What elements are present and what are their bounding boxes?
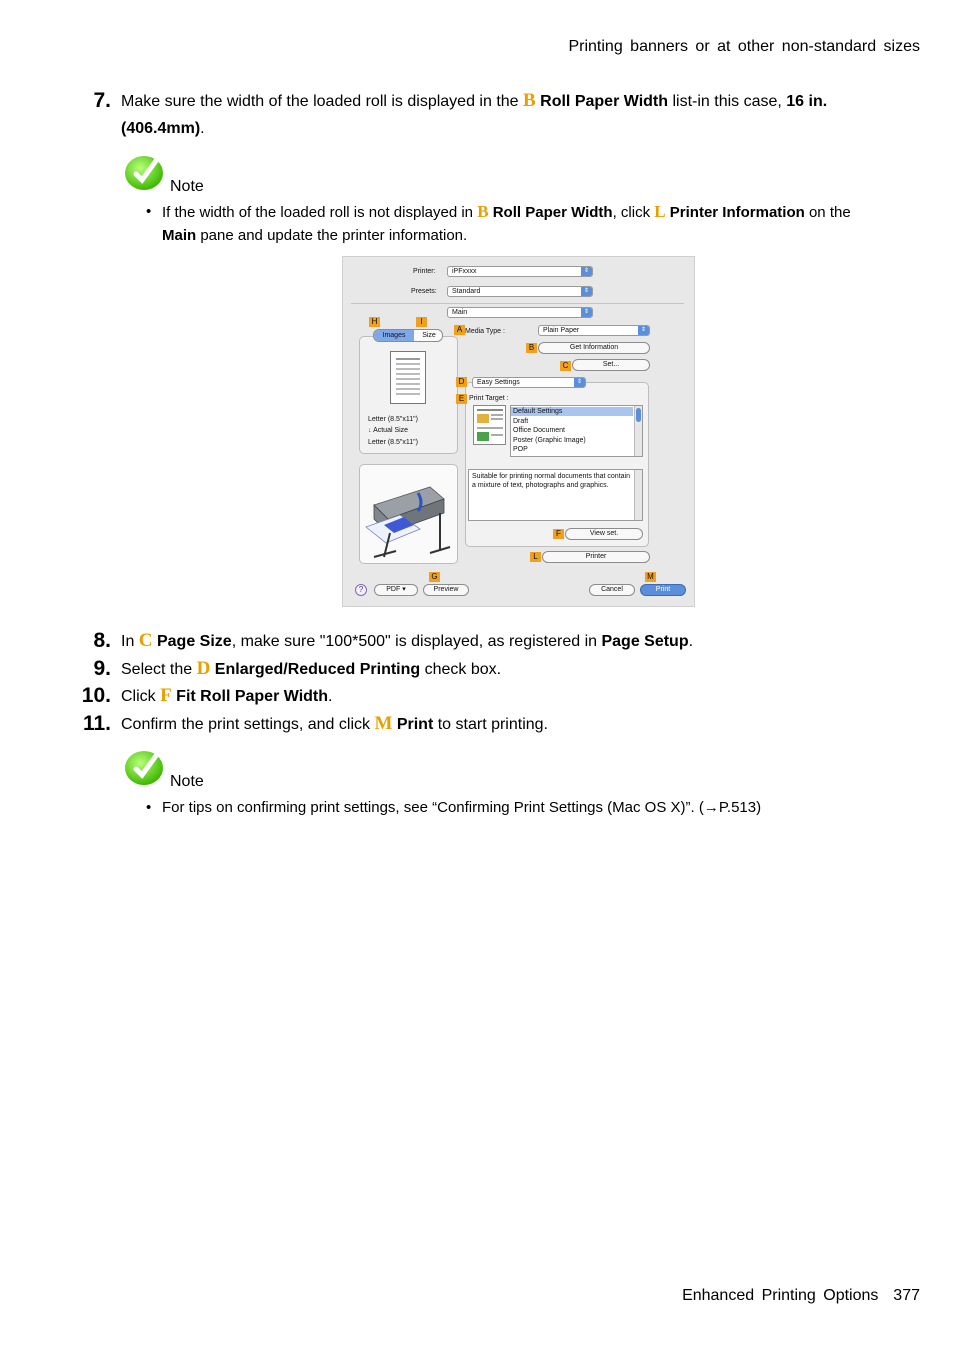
page-footer [682, 1287, 920, 1305]
original-size-text: Letter (8.5"x11") [368, 416, 418, 423]
callout-m: M [645, 572, 656, 582]
step-text: In C Page Size, make sure "100*500" is displayed, as registered in Page Setup. [121, 630, 694, 651]
tab-size[interactable]: Size [422, 332, 436, 339]
step-number: 7. [93, 89, 111, 112]
running-header: Printing banners or at other non-standard sizes [568, 38, 920, 55]
footer-section: Enhanced Printing Options [682, 1287, 879, 1304]
note-check-icon [124, 747, 166, 787]
print-target-label: Print Target : [469, 395, 509, 402]
callout-e: E [456, 394, 467, 404]
callout-a: A [454, 325, 465, 335]
step-number: 11. [82, 712, 111, 735]
marker-b: B [523, 90, 536, 111]
step-text: Make sure the width of the loaded roll is displayed in the B Roll Paper Width list-in this case, 16 in. (406.4mm). [121, 90, 828, 137]
printer-popup[interactable]: iPFxxxx ⇕ [447, 266, 593, 277]
list-scrollbar[interactable] [634, 406, 642, 456]
cancel-button[interactable]: Cancel [589, 584, 635, 596]
note-label: Note [170, 178, 204, 195]
get-information-button[interactable]: Get Information [538, 342, 650, 354]
marker-b: B [477, 202, 489, 221]
media-type-label: Media Type : [465, 328, 505, 335]
presets-popup[interactable]: Standard ⇕ [447, 286, 593, 297]
marker-m: M [374, 713, 393, 734]
pane-popup[interactable]: Main ⇕ [447, 307, 593, 318]
marker-f: F [160, 685, 172, 706]
popup-arrow-icon: ⇕ [638, 326, 649, 335]
step-number: 10. [81, 684, 111, 707]
callout-i: I [416, 317, 427, 327]
callout-c: C [560, 361, 571, 371]
print-dialog-screenshot [342, 256, 695, 607]
set-button[interactable]: Set... [572, 359, 650, 371]
pdf-button[interactable]: PDF ▾ [374, 584, 418, 596]
popup-arrow-icon: ⇕ [581, 267, 592, 276]
step-text: Click F Fit Roll Paper Width. [121, 685, 333, 706]
popup-arrow-icon: ⇕ [581, 308, 592, 317]
output-size-text: Letter (8.5"x11") [368, 439, 418, 446]
description-scrollbar[interactable] [634, 470, 642, 520]
down-arrow-icon: ↓ [368, 427, 372, 434]
printer-illustration-icon [360, 465, 457, 563]
note-label: Note [170, 773, 204, 790]
marker-d: D [196, 658, 211, 679]
description-box [468, 469, 643, 521]
tab-images[interactable]: Images [374, 330, 414, 341]
view-set-button[interactable]: View set. [565, 528, 643, 540]
print-button[interactable]: Print [640, 584, 686, 596]
media-type-popup[interactable]: Plain Paper ⇕ [538, 325, 650, 336]
description-text: Suitable for printing normal documents that contain a mixture of text, photographs and graphics. [472, 473, 630, 489]
step-number: 9. [93, 657, 111, 680]
preview-tabs [373, 329, 443, 342]
marker-c: C [138, 630, 153, 651]
page-preview-thumbnail [390, 351, 426, 404]
callout-g: G [429, 572, 440, 582]
step-number: 8. [93, 629, 111, 652]
popup-arrow-icon: ⇕ [581, 287, 592, 296]
help-icon[interactable]: ? [355, 584, 367, 596]
printer-image-panel [359, 464, 458, 564]
printer-info-button[interactable]: Printer [542, 551, 650, 563]
callout-b: B [526, 343, 537, 353]
presets-label: Presets: [411, 288, 437, 295]
note-link-text[interactable]: For tips on confirming print settings, see “Confirming Print Settings (Mac OS X)”. (→P.513) [162, 799, 762, 816]
callout-h: H [369, 317, 380, 327]
printer-label: Printer: [413, 268, 436, 275]
list-item[interactable]: Draft [513, 418, 529, 425]
callout-f: F [553, 529, 564, 539]
callout-l: L [530, 552, 541, 562]
step-text: Confirm the print settings, and click M Print to start printing. [121, 713, 548, 734]
list-item[interactable]: Poster (Graphic Image) [513, 437, 586, 444]
easy-settings-popup[interactable]: Easy Settings ⇕ [472, 377, 586, 388]
popup-arrow-icon: ⇕ [574, 378, 585, 387]
marker-l: L [654, 202, 666, 221]
list-item[interactable]: Default Settings [513, 408, 563, 415]
print-target-thumbnail [473, 405, 506, 445]
divider [351, 303, 684, 304]
list-item[interactable]: Office Document [513, 427, 566, 434]
print-target-list[interactable] [510, 405, 643, 457]
preview-button[interactable]: Preview [423, 584, 469, 596]
scaling-text: Actual Size [373, 427, 409, 434]
list-item[interactable]: POP [513, 446, 528, 453]
scroll-thumb[interactable] [636, 408, 641, 422]
callout-d: D [456, 377, 467, 387]
page-number: 377 [893, 1287, 920, 1304]
note-check-icon [124, 152, 166, 192]
step-text: Select the D Enlarged/Reduced Printing check box. [121, 658, 502, 679]
